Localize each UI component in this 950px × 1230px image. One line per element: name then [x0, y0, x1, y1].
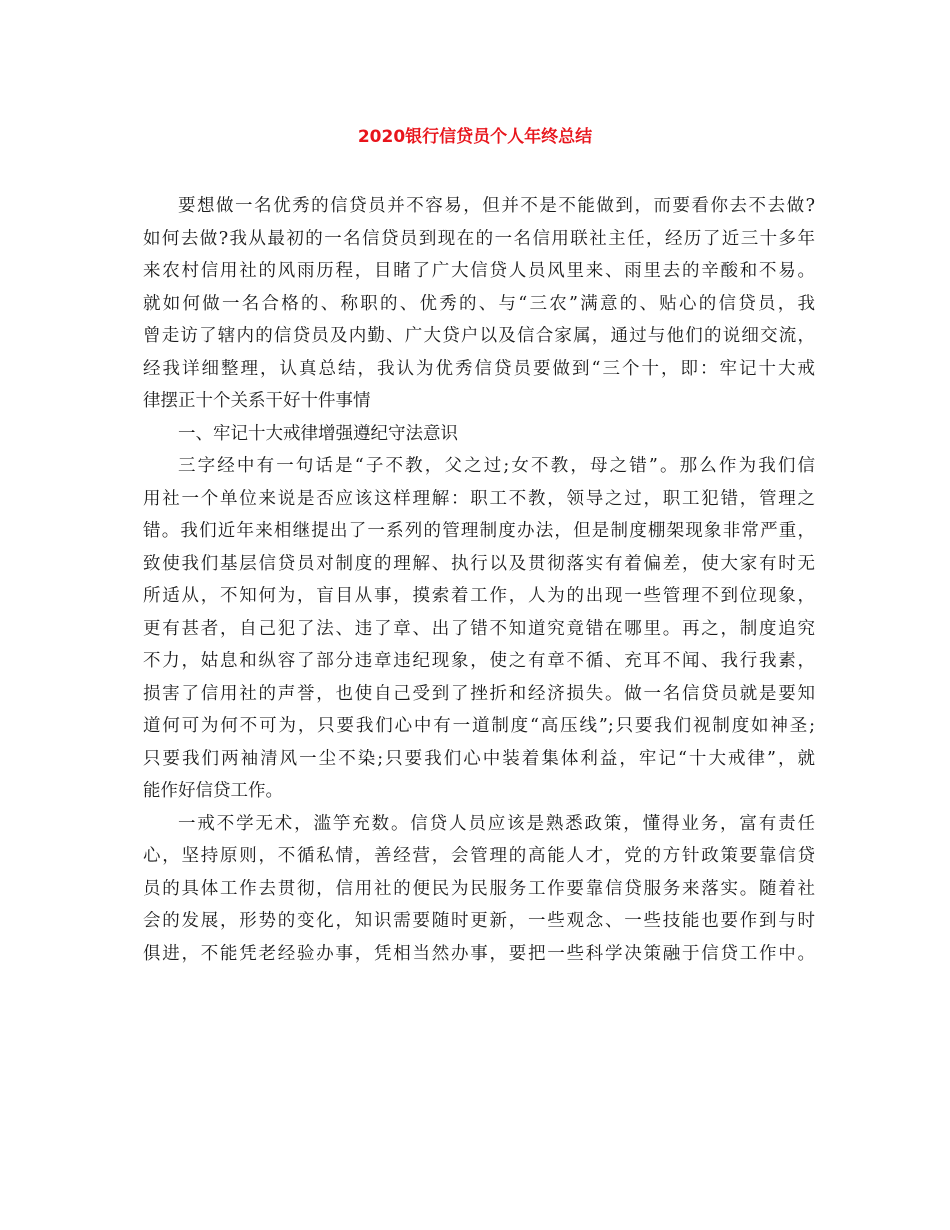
- text-line: 损害了信用社的声誉，也使自己受到了挫折和经济损失。做一名信贷员就是要知: [143, 683, 815, 704]
- text-line: 用社一个单位来说是否应该这样理解：职工不教，领导之过，职工犯错，管理之: [143, 488, 815, 509]
- text-line: 致使我们基层信贷员对制度的理解、执行以及贯彻落实有着偏差，使大家有时无: [143, 553, 815, 574]
- text-line: 能作好信贷工作。: [143, 781, 283, 801]
- text-line: 来农村信用社的风雨历程，目睹了广大信贷人员风里来、雨里去的辛酸和不易。: [143, 261, 815, 281]
- document-title: 2020银行信贷员个人年终总结: [357, 127, 593, 147]
- text-line: 更有甚者，自己犯了法、违了章、出了错不知道究竟错在哪里。再之，制度追究: [143, 618, 815, 639]
- text-line: 就如何做一名合格的、称职的、优秀的、与“三农”满意的、贴心的信贷员，我: [143, 293, 815, 314]
- text-line: 会的发展，形势的变化，知识需要随时更新，一些观念、一些技能也要作到与时: [143, 911, 815, 931]
- text-line: 经我详细整理，认真总结，我认为优秀信贷员要做到“三个十，即：牢记十大戒: [143, 358, 815, 379]
- text-line: 所适从，不知何为，盲目从事，摸索着工作，人为的出现一些管理不到位现象，: [143, 586, 815, 606]
- text-line: 俱进，不能凭老经验办事，凭相当然办事，要把一些科学决策融于信贷工作中。: [143, 943, 815, 964]
- text-line: 只要我们两袖清风一尘不染;只要我们心中装着集体利益，牢记“十大戒律”，就: [143, 748, 815, 769]
- text-line: 律摆正十个关系干好十件事情: [143, 391, 371, 411]
- text-line: 要想做一名优秀的信贷员并不容易，但并不是不能做到，而要看你去不去做?: [178, 196, 815, 216]
- text-line: 一戒不学无术，滥竽充数。信贷人员应该是熟悉政策，懂得业务，富有责任: [178, 813, 815, 834]
- text-line: 不力，姑息和纵容了部分违章违纪现象，使之有章不循、充耳不闻、我行我素，: [143, 651, 815, 671]
- document-body: [143, 190, 815, 970]
- text-line: 道何可为何不可为，只要我们心中有一道制度“高压线”;只要我们视制度如神圣;: [143, 716, 815, 736]
- text-line: 三字经中有一句话是“子不教，父之过;女不教，母之错”。那么作为我们信: [178, 456, 815, 476]
- text-line: 如何去做?我从最初的一名信贷员到现在的一名信用联社主任，经历了近三十多年: [143, 228, 815, 249]
- text-line: 一、牢记十大戒律增强遵纪守法意识: [178, 423, 458, 444]
- text-line: 心，坚持原则，不循私情，善经营，会管理的高能人才，党的方针政策要靠信贷: [143, 846, 815, 866]
- text-line: 员的具体工作去贯彻，信用社的便民为民服务工作要靠信贷服务来落实。随着社: [143, 878, 815, 899]
- text-line: 错。我们近年来相继提出了一系列的管理制度办法，但是制度棚架现象非常严重，: [143, 521, 815, 541]
- text-line: 曾走访了辖内的信贷员及内勤、广大贷户以及信合家属，通过与他们的说细交流，: [143, 326, 815, 346]
